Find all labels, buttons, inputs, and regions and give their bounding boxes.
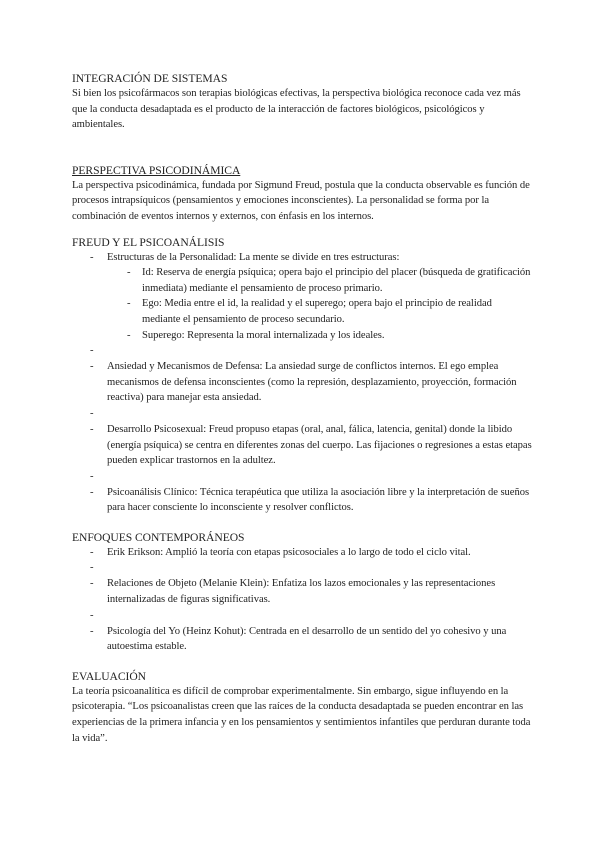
list-gap <box>72 560 532 576</box>
spacer <box>72 133 532 163</box>
list-gap <box>72 608 532 624</box>
list-item-ansiedad: - Ansiedad y Mecanismos de Defensa: La ansiedad surge de conflictos internos. El ego emplea mecanismos de defensa inconscientes (como la represión, desplazamiento, proyección, formación reactiva) para manejar esta ansiedad. <box>72 359 532 406</box>
list-gap <box>72 469 532 485</box>
list-item-text: Estructuras de la Personalidad: La mente se divide en tres estructuras: <box>107 251 400 263</box>
list-gap <box>72 343 532 359</box>
sublist-item-id: - Id: Reserva de energía psíquica; opera bajo el principio del placer (búsqueda de gratificación inmediata) mediante el pensamiento de proceso primario. <box>107 265 532 296</box>
sublist-item-ego: - Ego: Media entre el id, la realidad y el superego; opera bajo el principio de realidad mediante el pensamiento de proceso secundario. <box>107 296 532 327</box>
section-title-psicodinamica: PERSPECTIVA PSICODINÁMICA <box>72 163 241 177</box>
list-item-erikson: - Erik Erikson: Amplió la teoría con etapas psicosociales a lo largo de todo el ciclo vital. <box>72 545 532 561</box>
spacer <box>72 516 532 530</box>
list-item-estructuras <box>72 250 532 344</box>
enfoques-list <box>72 545 532 655</box>
paragraph-integracion: Si bien los psicofármacos son terapias biológicas efectivas, la perspectiva biológica reconoce cada vez más que la conducta desadaptada es el producto de la interacción de factores biológicos, psicológicos y ambientales. <box>72 88 521 131</box>
section-title-freud: FREUD Y EL PSICOANÁLISIS <box>72 235 225 249</box>
paragraph-psicodinamica: La perspectiva psicodinámica, fundada por Sigmund Freud, postula que la conducta observable es función de procesos intrapsíquicos (pensamientos y emociones inconscientes). La personalidad se forma por la combinación de eventos internos y externos, con énfasis en los internos. <box>72 179 530 222</box>
section-title-enfoques: ENFOQUES CONTEMPORÁNEOS <box>72 530 245 544</box>
paragraph-evaluacion: La teoría psicoanalítica es difícil de comprobar experimentalmente. Sin embargo, sigue influyendo en la psicoterapia. “Los psicoanalistas creen que las raíces de la conducta desadaptada se pueden encontrar en las experiencias de la primera infancia y en los pensamientos y sentimientos infantiles que perduran durante toda la vida”. <box>72 685 531 744</box>
document-page <box>72 71 532 746</box>
spacer <box>72 655 532 669</box>
list-item-desarrollo: - Desarrollo Psicosexual: Freud propuso etapas (oral, anal, fálica, latencia, genital) donde la libido (energía psíquica) se centra en diferentes zonas del cuerpo. Las fijaciones o regresiones a estas etapas pueden explicar trastornos en la adultez. <box>72 422 532 469</box>
estructuras-sublist <box>107 265 532 343</box>
list-item-yo: - Psicología del Yo (Heinz Kohut): Centrada en el desarrollo de un sentido del yo cohesivo y una autoestima estable. <box>72 624 532 655</box>
list-gap <box>72 406 532 422</box>
list-item-objeto: - Relaciones de Objeto (Melanie Klein): Enfatiza los lazos emocionales y las representaciones internalizadas de figuras significativas. <box>72 576 532 607</box>
spacer <box>72 225 532 235</box>
list-item-clinico: - Psicoanálisis Clínico: Técnica terapéutica que utiliza la asociación libre y la interpretación de sueños para hacer consciente lo inconsciente y resolver conflictos. <box>72 485 532 516</box>
sublist-item-superego: - Superego: Representa la moral internalizada y los ideales. <box>107 328 532 344</box>
section-title-evaluacion: EVALUACIÓN <box>72 669 146 683</box>
freud-list <box>72 250 532 516</box>
section-title-integracion: INTEGRACIÓN DE SISTEMAS <box>72 72 228 85</box>
